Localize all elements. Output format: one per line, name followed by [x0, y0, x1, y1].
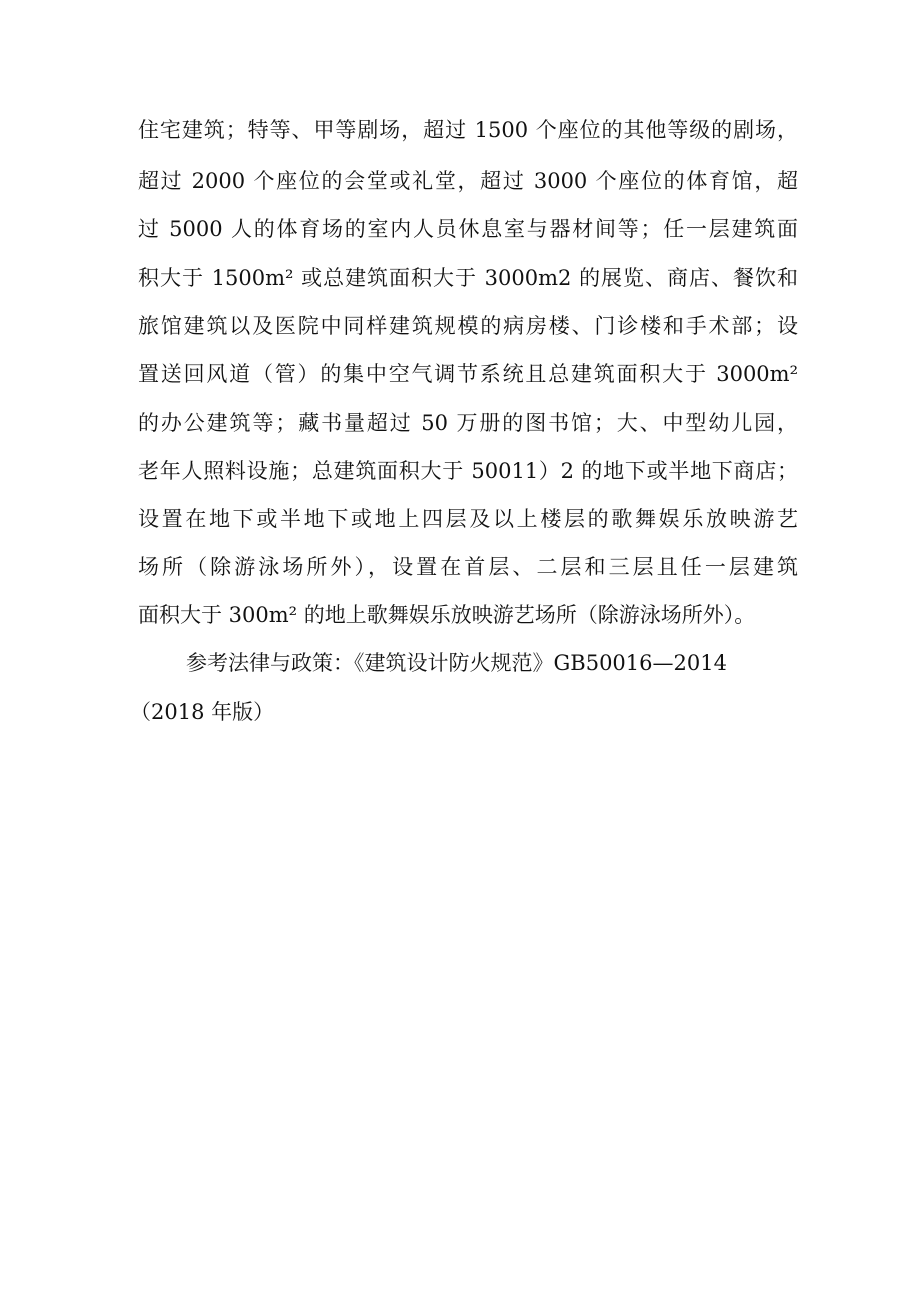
- body-line-9: 设置在地下或半地下或地上四层及以上楼层的歌舞娱乐放映游艺: [138, 507, 798, 531]
- body-line-3: 过 5000 人的体育场的室内人员休息室与器材间等；任一层建筑面: [138, 217, 798, 241]
- body-line-10: 场所（除游泳场所外），设置在首层、二层和三层且任一层建筑: [138, 555, 798, 579]
- body-line-11: 面积大于 300m² 的地上歌舞娱乐放映游艺场所（除游泳场所外）。: [138, 603, 756, 627]
- body-line-6: 置送回风道（管）的集中空气调节系统且总建筑面积大于 3000m²: [138, 362, 798, 386]
- body-line-4: 积大于 1500m² 或总建筑面积大于 3000m2 的展览、商店、餐饮和: [138, 266, 798, 290]
- body-line-2: 超过 2000 个座位的会堂或礼堂，超过 3000 个座位的体育馆，超: [138, 169, 798, 193]
- reference-line-2: （2018 年版）: [130, 700, 275, 724]
- body-line-8: 老年人照料设施；总建筑面积大于 50011）2 的地下或半地下商店；: [138, 459, 798, 483]
- reference-line-1: 参考法律与政策：《建筑设计防火规范》GB50016—2014: [186, 651, 727, 675]
- body-line-1: 住宅建筑；特等、甲等剧场，超过 1500 个座位的其他等级的剧场，: [138, 118, 798, 142]
- body-line-5: 旅馆建筑以及医院中同样建筑规模的病房楼、门诊楼和手术部；设: [138, 314, 798, 338]
- body-line-7: 的办公建筑等；藏书量超过 50 万册的图书馆；大、中型幼儿园，: [138, 411, 798, 435]
